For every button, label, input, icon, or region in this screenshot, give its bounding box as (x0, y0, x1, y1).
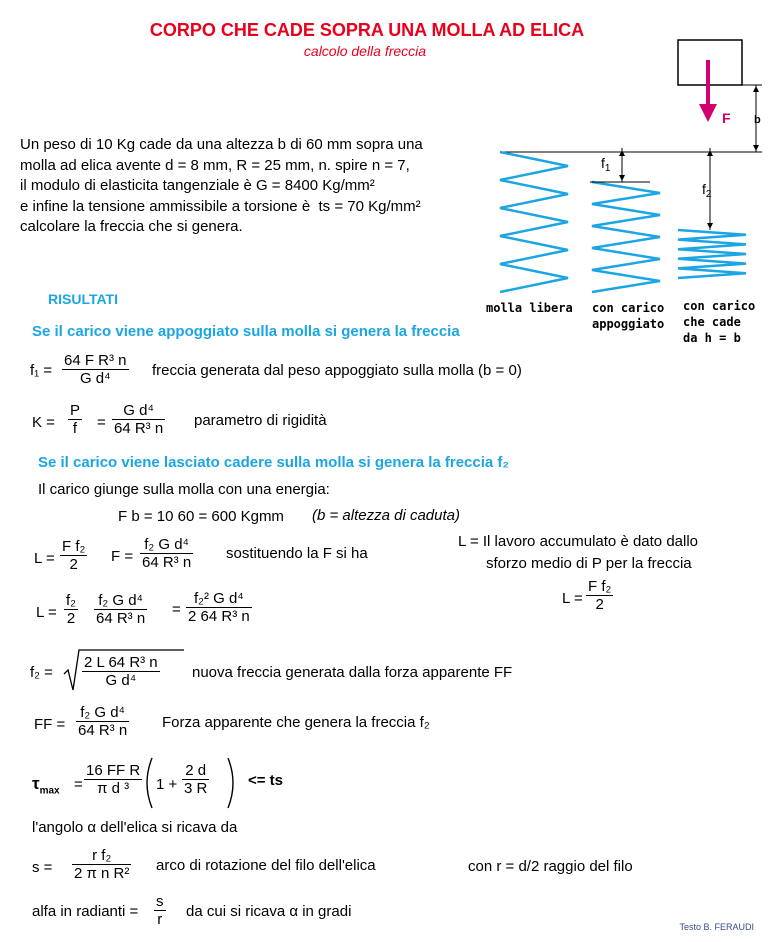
k-lhs: K = (32, 414, 55, 431)
tau-subscript: max (39, 785, 60, 797)
work-note-line1: L = Il lavoro accumulato è dato dallo (458, 533, 699, 550)
results-heading: RISULTATI (48, 291, 118, 307)
k-fraction-2: $\frac{\text{G d⁴}}{\text{64 R³ n}}$ (114, 402, 164, 437)
force-label: F (722, 110, 731, 126)
intro-line: e infine la tensione ammissibile a torsione è ts = 70 Kg/mm² (20, 197, 421, 215)
k-description: parametro di rigidità (194, 412, 327, 429)
case2-heading: Se il carico viene lasciato cadere sulla molla si genera la freccia f₂ (38, 454, 510, 471)
spring-figure (480, 30, 774, 350)
caption-loaded: appoggiato (592, 317, 665, 331)
page-title: CORPO CHE CADE SOPRA UNA MOLLA AD ELICA (149, 20, 585, 40)
work-note-line2: sforzo medio di P per la freccia (486, 555, 692, 572)
height-label: b (754, 114, 761, 126)
caption-dropped: da h = b (683, 331, 741, 345)
note-l-fraction: $\frac{\text{F f₂}}{2}$ (588, 578, 612, 613)
f2-label: $f_2$ (702, 181, 712, 200)
problem-statement (20, 135, 423, 238)
energy-equation: F b = 10 60 = 600 Kgmm (118, 508, 284, 525)
case1-heading: Se il carico viene appoggiato sulla molla si genera la freccia (32, 323, 460, 340)
alfa-lhs: alfa in radianti = (32, 903, 139, 920)
f1-description: freccia generata dal peso appoggiato sulla molla (b = 0) (152, 362, 522, 379)
l-fraction: $\frac{\text{F f₂}}{2}$ (62, 538, 86, 573)
f2-fraction: $\frac{\text{2 L 64 R³ n}}{\text{G d⁴}}$ (84, 654, 158, 689)
fsub-fraction: $\frac{\text{f₂ G d⁴}}{\text{64 R³ n}}$ (142, 536, 192, 571)
intro-line: calcolare la freccia che si genera. (20, 218, 243, 235)
fsub-lhs: F = (111, 548, 134, 565)
f1-denominator: G d⁴ (79, 370, 111, 387)
energy-text: Il carico giunge sulla molla con una energia: (38, 481, 330, 498)
s-fraction: $\frac{\text{r f₂}}{\text{2 π n R²}}$ (74, 847, 130, 882)
k-fraction-1: $\frac{P}{f}$ (70, 402, 81, 437)
ff-fraction: $\frac{\text{f₂ G d⁴}}{\text{64 R³ n}}$ (78, 704, 128, 739)
intro-line: molla ad elica avente d = 8 mm, R = 25 mm, n. spire n = 7, (20, 156, 410, 174)
tau-one-plus: 1 + (156, 776, 178, 793)
f2-lhs: f₂ = (30, 664, 53, 681)
intro-line: il modulo di elasticita tangenziale è G = 8400 Kg/mm² (20, 177, 375, 194)
force-arrow-head (699, 104, 717, 122)
tau-symbol: $\tau_{max}$ (32, 774, 60, 797)
l2-fraction-3: $\frac{\text{f₂² G d⁴}}{\text{2 64 R³ n}}$ (188, 590, 250, 625)
l2-fraction-2: $\frac{\text{f₂ G d⁴}}{\text{64 R³ n}}$ (96, 592, 146, 627)
caption-loaded: con carico (592, 301, 665, 315)
note-l-lhs: L = (562, 590, 583, 607)
l2-lhs: L = (36, 604, 57, 621)
f1-fraction (62, 352, 129, 387)
f1-label: $f_1$ (601, 155, 611, 174)
alfa-description: da cui si ricava α in gradi (186, 903, 352, 920)
tau-fraction: $\frac{\text{16 FF R}}{\text{π d ³}}$ (86, 762, 141, 797)
tau-equals: = (74, 776, 83, 793)
angle-text: l'angolo α dell'elica si ricava da (32, 819, 238, 836)
caption-free: molla libera (486, 301, 573, 315)
tau-rhs: <= ts (248, 772, 284, 789)
spring-dropped (678, 230, 746, 278)
alfa-fraction: $\frac{s}{r}$ (156, 893, 164, 928)
s-description: arco di rotazione del filo dell'elica (156, 857, 376, 874)
spring-free (500, 152, 568, 292)
fsub-description: sostituendo la F si ha (226, 545, 368, 562)
springs (500, 152, 746, 292)
ff-lhs: FF = (34, 716, 66, 733)
author-credit: Testo B. FERAUDI (679, 922, 754, 932)
f1-numerator: 64 F R³ n (64, 352, 127, 369)
energy-note: (b = altezza di caduta) (312, 507, 461, 524)
caption-dropped: con carico (683, 299, 756, 313)
ff-description: Forza apparente che genera la freccia f₂ (162, 714, 430, 731)
s-lhs: s = (32, 859, 53, 876)
spring-loaded (592, 182, 660, 292)
intro-ts: ts = 70 Kg/mm² (318, 197, 421, 215)
f2-description: nuova freccia generata dalla forza apparente FF (192, 664, 513, 681)
intro-line: Un peso di 10 Kg cade da una altezza b di 60 mm sopra una (20, 136, 423, 153)
l-lhs: L = (34, 550, 55, 567)
l2-equals: = (172, 601, 181, 618)
page-subtitle: calcolo della freccia (303, 43, 427, 59)
radius-note: con r = d/2 raggio del filo (468, 858, 633, 875)
f1-lhs: f₁ = (30, 362, 53, 379)
k-equals: = (97, 414, 106, 431)
l2-fraction-1: $\frac{\text{f₂}}{2}$ (66, 592, 76, 627)
caption-dropped: che cade (683, 315, 741, 329)
tau-fraction-2: $\frac{2 d}{3 R}$ (184, 762, 208, 797)
